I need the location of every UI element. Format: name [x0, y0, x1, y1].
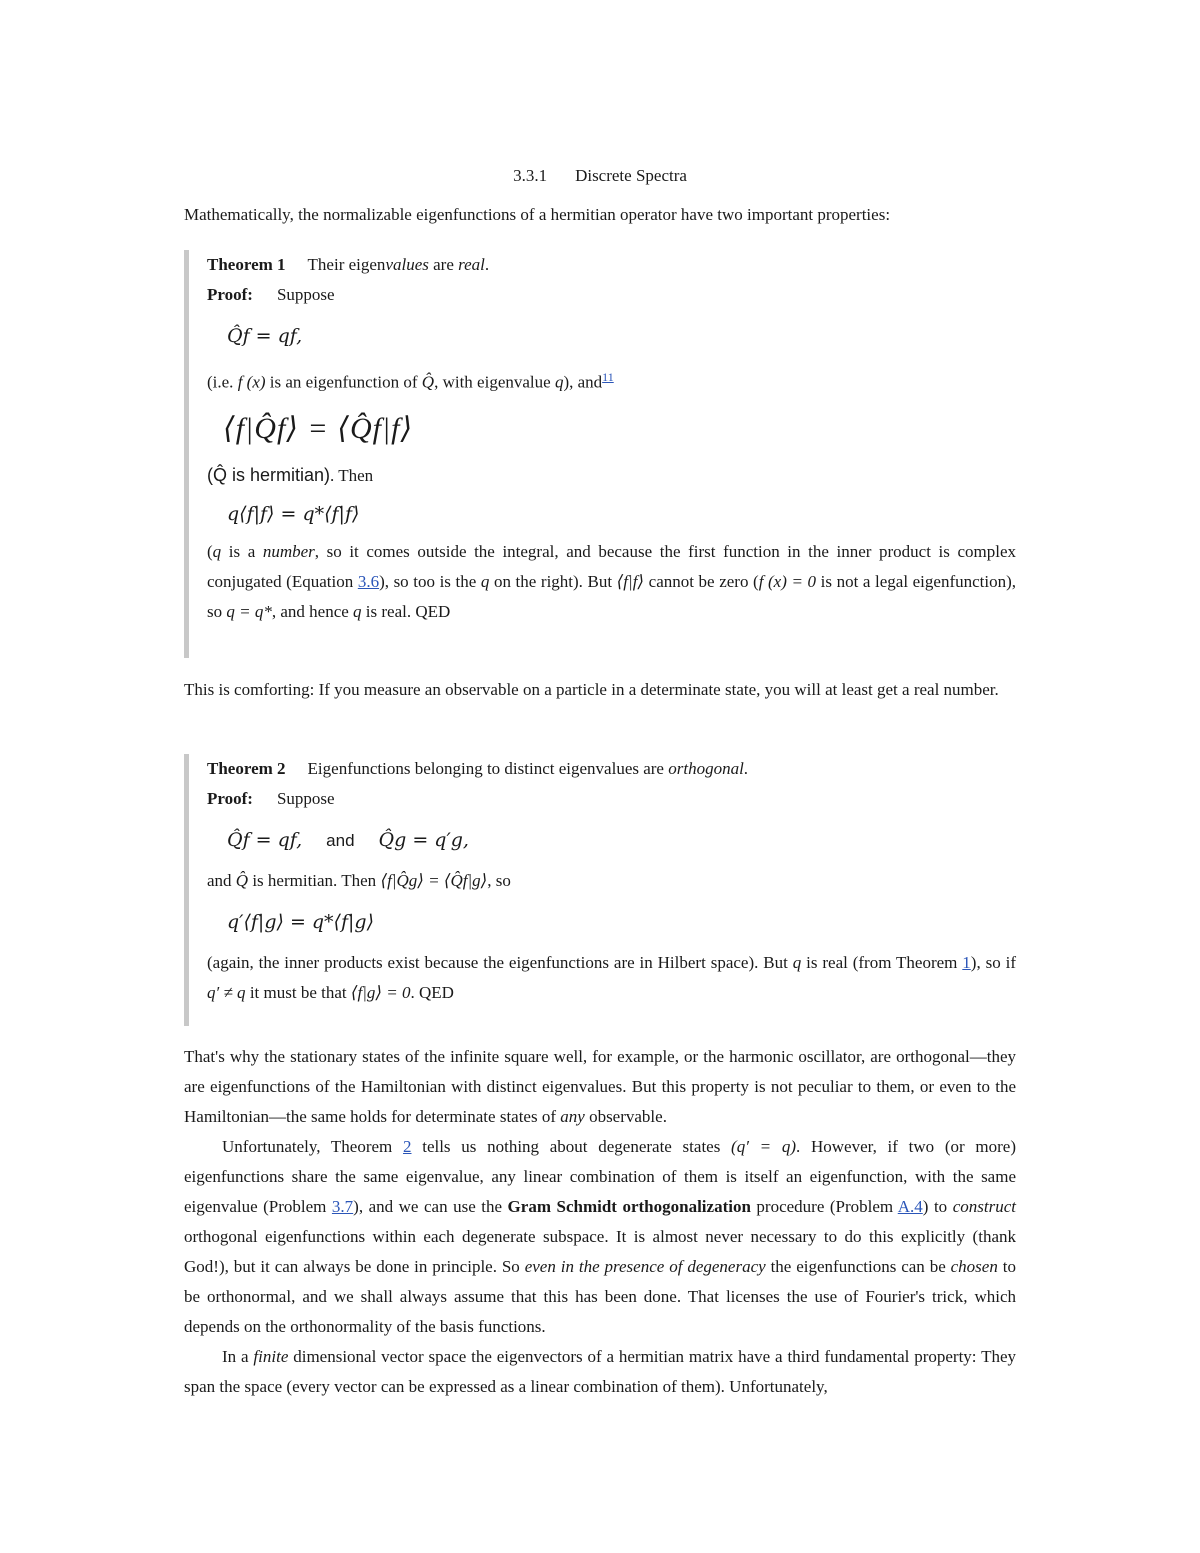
theorem-1-box: [184, 250, 1016, 658]
proof-label: Proof:: [207, 789, 253, 808]
theorem-1-line2: (i.e. f (x) is an eigenfunction of Q̂, with eigenvalue q), and$^{11}$: [207, 370, 614, 392]
paragraph-degenerate: Unfortunately, Theorem 2 tells us nothing about degenerate states (q′ = q). However, if two (or more) eigenfunctions share the same eigenvalue, any linear combination of them is itself an eigenfunction, with the same eigenvalue (Problem 3.7), and we can use the Gram Schmidt orthogonalization procedure (Problem A.4) to construct orthogonal eigenfunctions within each degenerate subspace. It is almost never necessary to do this explicitly (thank God!), but it can always be done in principle. So even in the presence of degeneracy the eigenfunctions can be chosen to be orthonormal, and we shall always assume that this has been done. That licenses the use of Fourier's trick, which depends on the orthonormality of the basis functions.: [184, 1137, 1016, 1336]
section-title: Discrete Spectra: [575, 166, 687, 185]
problem-ref-3-7[interactable]: 3.7: [331, 1197, 354, 1216]
equation-hermitian: ⟨f|Q̂f⟩ = ⟨Q̂f|f⟩: [223, 411, 414, 445]
theorem-1-line3: (Q̂ is hermitian). Then: [207, 464, 374, 485]
footnote-link[interactable]: 11: [602, 370, 614, 384]
theorem-2-conclusion: (again, the inner products exist because the eigenfunctions are in Hilbert space). But q is real (from Theorem 1), so if q′ ≠ q it must be that ⟨f|g⟩ = 0. QED: [207, 953, 1017, 1002]
theorem-2-line2: and Q̂ is hermitian. Then ⟨f|Q̂g⟩ = ⟨Q̂f|g⟩, so: [207, 871, 511, 890]
theorem-ref-2[interactable]: 2: [403, 1137, 412, 1156]
theorem-2-proof-intro: Proof: Suppose: [207, 789, 335, 808]
paragraph-finite-dimensional: In a finite dimensional vector space the eigenvectors of a hermitian matrix have a third fundamental property: They span the space (every vector can be expressed as a linear combination of them). Unfortunately,: [184, 1347, 1017, 1396]
equation-real: q⟨f|f⟩ = q*⟨f|f⟩: [227, 502, 360, 525]
theorem-1-statement: Theorem 1 Their eigenvalues are real.: [207, 255, 490, 274]
theorem-1-proof-intro: Proof: Suppose: [207, 285, 335, 304]
intro-paragraph: Mathematically, the normalizable eigenfunctions of a hermitian operator have two important properties:: [184, 205, 891, 224]
equation-eigenvalue: Q̂f = qf,: [227, 325, 303, 347]
equation-orthogonal: q′⟨f|g⟩ = q*⟨f|g⟩: [227, 911, 374, 933]
equation-two-eigen: Q̂f = qf, and Q̂g = q′g,: [227, 829, 469, 851]
comfort-paragraph: This is comforting: If you measure an observable on a particle in a determinate state, you will at least get a real number.: [184, 680, 999, 699]
theorem-2-statement: Theorem 2 Eigenfunctions belonging to distinct eigenvalues are orthogonal.: [207, 759, 749, 778]
section-number: 3.3.1: [513, 166, 548, 185]
theorem-1-conclusion: (q is a number, so it comes outside the integral, and because the first function in the inner product is complex conjugated (Equation 3.6), so too is the q on the right). But ⟨f|f⟩ cannot be zero (f (x) = 0 is not a legal eigenfunction), so q = q*, and hence q is real. QED: [207, 541, 1017, 621]
theorem-1-label: Theorem 1: [207, 255, 286, 274]
proof-label: Proof:: [207, 285, 253, 304]
theorem-2-box: [184, 754, 1016, 1026]
paragraph-orthogonality: That's why the stationary states of the infinite square well, for example, or the harmonic oscillator, are orthogonal—they are eigenfunctions of the Hamiltonian with distinct eigenvalues. But this property is not peculiar to them, or even to the Hamiltonian—the same holds for determinate states of any observable.: [184, 1047, 1016, 1126]
equation-ref-3-6[interactable]: 3.6: [357, 571, 380, 591]
theorem-2-label: Theorem 2: [207, 759, 286, 778]
theorem-ref-1[interactable]: 1: [962, 953, 971, 972]
section-heading: [184, 166, 1016, 186]
problem-ref-a-4[interactable]: A.4: [897, 1197, 923, 1216]
